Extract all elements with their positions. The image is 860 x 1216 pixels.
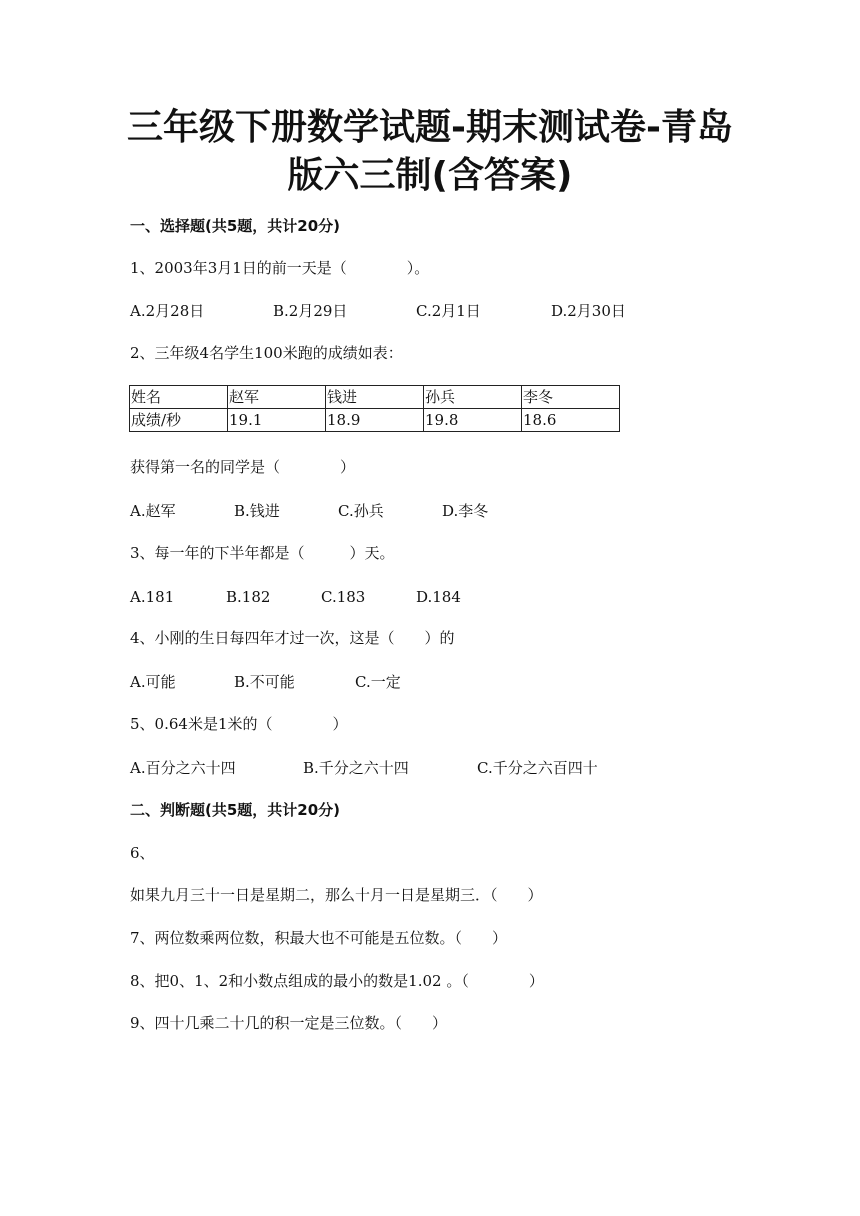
title-line-2: 版六三制(含答案) [287,155,573,196]
q2-option-b: B.钱进 [234,502,280,520]
q5-option-c: C.千分之六百四十 [477,759,598,777]
q3-option-a: A.181 [130,588,175,606]
table-row [130,386,620,409]
q5-option-b: B.千分之六十四 [303,759,409,777]
question-9: 9、四十几乘二十几的积一定是三位数。（ ） [130,1014,448,1032]
question-7: 7、两位数乘两位数，积最大也不可能是五位数。（ ） [130,929,508,947]
q3-option-d: D.184 [416,588,461,606]
q4-option-a: A.可能 [130,673,176,691]
table-cell: 18.9 [326,409,424,432]
title-line-1: 三年级下册数学试题-期末测试卷-青岛 [127,107,733,148]
question-8: 8、把0、1、2和小数点组成的最小的数是1.02 。（ ） [130,972,544,990]
question-3: 3、每一年的下半年都是（ ）天。 [130,544,395,562]
q1-option-d: D.2月30日 [551,302,626,320]
q2-option-c: C.孙兵 [338,502,384,520]
table-cell: 钱进 [326,386,424,409]
table-row [130,409,620,432]
question-5: 5、0.64米是1米的（ ） [130,715,348,733]
question-6: 如果九月三十一日是星期二，那么十月一日是星期三．（ ） [130,886,543,904]
q1-option-a: A.2月28日 [130,302,205,320]
question-2: 2、三年级4名学生100米跑的成绩如表： [130,344,403,362]
q4-option-c: C.一定 [355,673,401,691]
question-1: 1、2003年3月1日的前一天是（ ）。 [130,259,430,277]
q3-option-b: B.182 [226,588,271,606]
q2-option-d: D.李冬 [442,502,489,520]
table-cell: 姓名 [130,386,228,409]
q3-option-c: C.183 [321,588,366,606]
section-1-heading: 一、选择题(共5题，共计20分) [130,217,341,235]
question-4: 4、小刚的生日每四年才过一次，这是（ ）的 [130,629,455,647]
question-2-prompt: 获得第一名的同学是（ ） [130,458,356,476]
q1-option-c: C.2月1日 [416,302,481,320]
table-cell: 孙兵 [424,386,522,409]
question-6-number: 6、 [130,844,155,862]
q2-option-a: A.赵军 [130,502,176,520]
table-cell: 18.6 [522,409,620,432]
table-cell: 19.1 [228,409,326,432]
table-cell: 19.8 [424,409,522,432]
q4-option-b: B.不可能 [234,673,295,691]
table-cell: 赵军 [228,386,326,409]
q5-option-a: A.百分之六十四 [130,759,236,777]
q1-option-b: B.2月29日 [273,302,348,320]
table-cell: 李冬 [522,386,620,409]
section-2-heading: 二、判断题(共5题，共计20分) [130,801,341,819]
table-cell: 成绩/秒 [130,409,228,432]
scores-table [129,385,620,432]
